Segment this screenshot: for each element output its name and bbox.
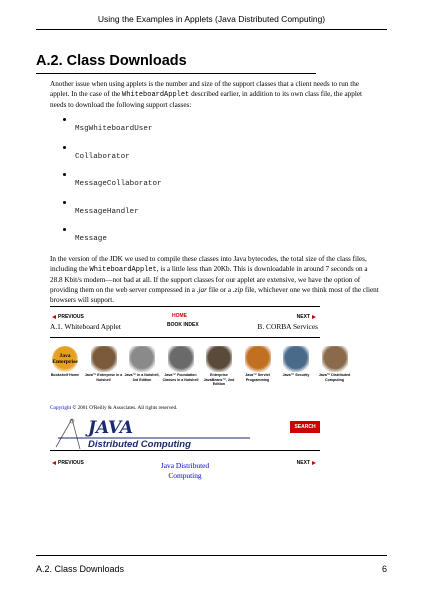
bottom-previous-button[interactable] bbox=[52, 460, 84, 466]
book-cover-icon bbox=[322, 346, 348, 372]
bookshelf bbox=[50, 346, 360, 398]
compass-icon bbox=[56, 419, 80, 449]
book-link[interactable] bbox=[281, 346, 311, 398]
logo-title: JAVA bbox=[88, 418, 134, 438]
book-cover-icon bbox=[283, 346, 309, 372]
book-caption: Java™ in a Nutshell, 3rd Edition bbox=[124, 373, 160, 382]
bullet-icon bbox=[63, 201, 66, 204]
para2-text-a: In the version of the JDK we used to compile these classes into Java bytecodes, the total size of the class files, including the bbox=[50, 255, 367, 273]
book-caption: Java™ Foundation Classes in a Nutshell bbox=[162, 373, 199, 382]
list-item bbox=[62, 144, 262, 172]
section-title: A.2. Class Downloads bbox=[36, 53, 187, 69]
bullet-icon bbox=[63, 146, 66, 149]
book-title-line1: Java Distributed bbox=[160, 461, 210, 470]
book-link[interactable] bbox=[204, 346, 234, 398]
arrow-right-icon bbox=[312, 315, 316, 319]
copyright-notice bbox=[50, 405, 177, 411]
class-name: Message bbox=[75, 235, 107, 244]
page-number: 6 bbox=[381, 564, 387, 574]
next-section-link[interactable]: B. CORBA Services bbox=[257, 322, 318, 331]
book-link[interactable] bbox=[162, 346, 199, 398]
book-index-link[interactable]: BOOK INDEX bbox=[167, 322, 199, 328]
running-header: Using the Examples in Applets (Java Distributed Computing) bbox=[97, 14, 326, 24]
whiteboard-applet-code: WhiteboardApplet bbox=[122, 91, 190, 99]
intro-paragraph bbox=[50, 79, 380, 110]
book-cover-icon bbox=[129, 346, 155, 372]
book-cover-icon bbox=[245, 346, 271, 372]
book-caption: Java™ Enterprise in a Nutshell bbox=[84, 373, 123, 382]
book-caption: Bookshelf Home bbox=[50, 373, 80, 377]
arrow-right-icon bbox=[312, 461, 316, 465]
banner-rule bbox=[50, 450, 320, 451]
arrow-left-icon bbox=[52, 461, 56, 465]
home-link[interactable]: HOME bbox=[172, 313, 187, 319]
nav-top-rule bbox=[50, 306, 320, 307]
book-caption: Java™ Security bbox=[282, 373, 310, 377]
book-link[interactable] bbox=[243, 346, 273, 398]
book-caption: Java™ Distributed Computing bbox=[318, 373, 351, 382]
copyright-text: © 2001 O'Reilly & Associates. All rights reserved. bbox=[71, 405, 178, 411]
class-name: MessageCollaborator bbox=[75, 180, 162, 189]
book-banner bbox=[50, 417, 320, 451]
book-link[interactable] bbox=[124, 346, 160, 398]
next-button[interactable] bbox=[297, 314, 316, 320]
bullet-icon bbox=[63, 118, 66, 121]
book-link[interactable] bbox=[84, 346, 123, 398]
bullet-icon bbox=[63, 228, 66, 231]
nav-bottom-rule bbox=[50, 337, 320, 338]
footer-rule bbox=[36, 555, 387, 556]
list-item bbox=[62, 199, 262, 227]
previous-button[interactable] bbox=[52, 314, 84, 320]
book-home-link[interactable] bbox=[150, 461, 220, 481]
support-class-list bbox=[62, 116, 262, 254]
list-item bbox=[62, 171, 262, 199]
zip-extension: .zip bbox=[232, 286, 244, 294]
book-cover-icon bbox=[91, 346, 117, 372]
whiteboard-applet-code: WhiteboardApplet bbox=[89, 266, 157, 274]
class-name: Collaborator bbox=[75, 152, 130, 161]
book-cover-icon bbox=[52, 346, 78, 372]
class-name: MsgWhiteboardUser bbox=[75, 125, 153, 133]
class-name: MessageHandler bbox=[75, 207, 139, 216]
para2-text-c: file or a bbox=[206, 286, 233, 294]
para2-text-b: , is a little less than 20Kb. This is downloadable in around 7 seconds on a 28.8 Kbit/s modem—not bad at all. If the support classes for our applet are extensive, we have the option of providing them on the web server compressed in a bbox=[50, 265, 368, 294]
list-item bbox=[62, 116, 262, 144]
book-link[interactable] bbox=[320, 346, 350, 398]
jar-extension: .jar bbox=[196, 286, 207, 294]
book-cover-text: Java Enterprise bbox=[52, 353, 78, 365]
chapter-nav bbox=[50, 313, 320, 335]
footer-section-title: A.2. Class Downloads bbox=[36, 564, 125, 574]
book-caption: Java™ Servlet Programming bbox=[245, 373, 270, 382]
previous-label: PREVIOUS bbox=[58, 460, 84, 466]
previous-section-link[interactable]: A.1. Whiteboard Applet bbox=[50, 322, 121, 331]
list-item bbox=[62, 226, 262, 254]
para1-text-b: described earlier, in addition to its own class file, the applet needs to download the following support classes: bbox=[50, 90, 363, 109]
bottom-next-button[interactable] bbox=[297, 460, 316, 466]
para1-text-a: Another issue when using applets is the number and size of the support classes that a client needs to run the applet. In the case of the bbox=[50, 80, 359, 98]
java-distributed-computing-logo[interactable] bbox=[50, 417, 290, 451]
bottom-nav bbox=[50, 458, 320, 488]
para2-text-d: file, whichever one we think most of the client browsers will support. bbox=[50, 286, 379, 304]
book-title-line2: Computing bbox=[168, 471, 202, 480]
book-link[interactable] bbox=[50, 346, 80, 398]
size-paragraph bbox=[50, 254, 380, 305]
arrow-left-icon bbox=[52, 315, 56, 319]
book-cover-icon bbox=[206, 346, 232, 372]
book-cover-icon bbox=[168, 346, 194, 372]
book-caption: Enterprise JavaBeans™, 2nd Edition bbox=[203, 373, 235, 387]
bullet-icon bbox=[63, 173, 66, 176]
logo-subtitle: Distributed Computing bbox=[88, 439, 191, 450]
header-rule bbox=[36, 29, 387, 30]
next-label: NEXT bbox=[296, 460, 310, 466]
next-label: NEXT bbox=[296, 314, 310, 320]
copyright-link[interactable]: Copyright bbox=[50, 405, 72, 411]
search-button[interactable]: SEARCH bbox=[290, 421, 320, 433]
previous-label: PREVIOUS bbox=[58, 314, 84, 320]
title-rule bbox=[36, 73, 316, 74]
